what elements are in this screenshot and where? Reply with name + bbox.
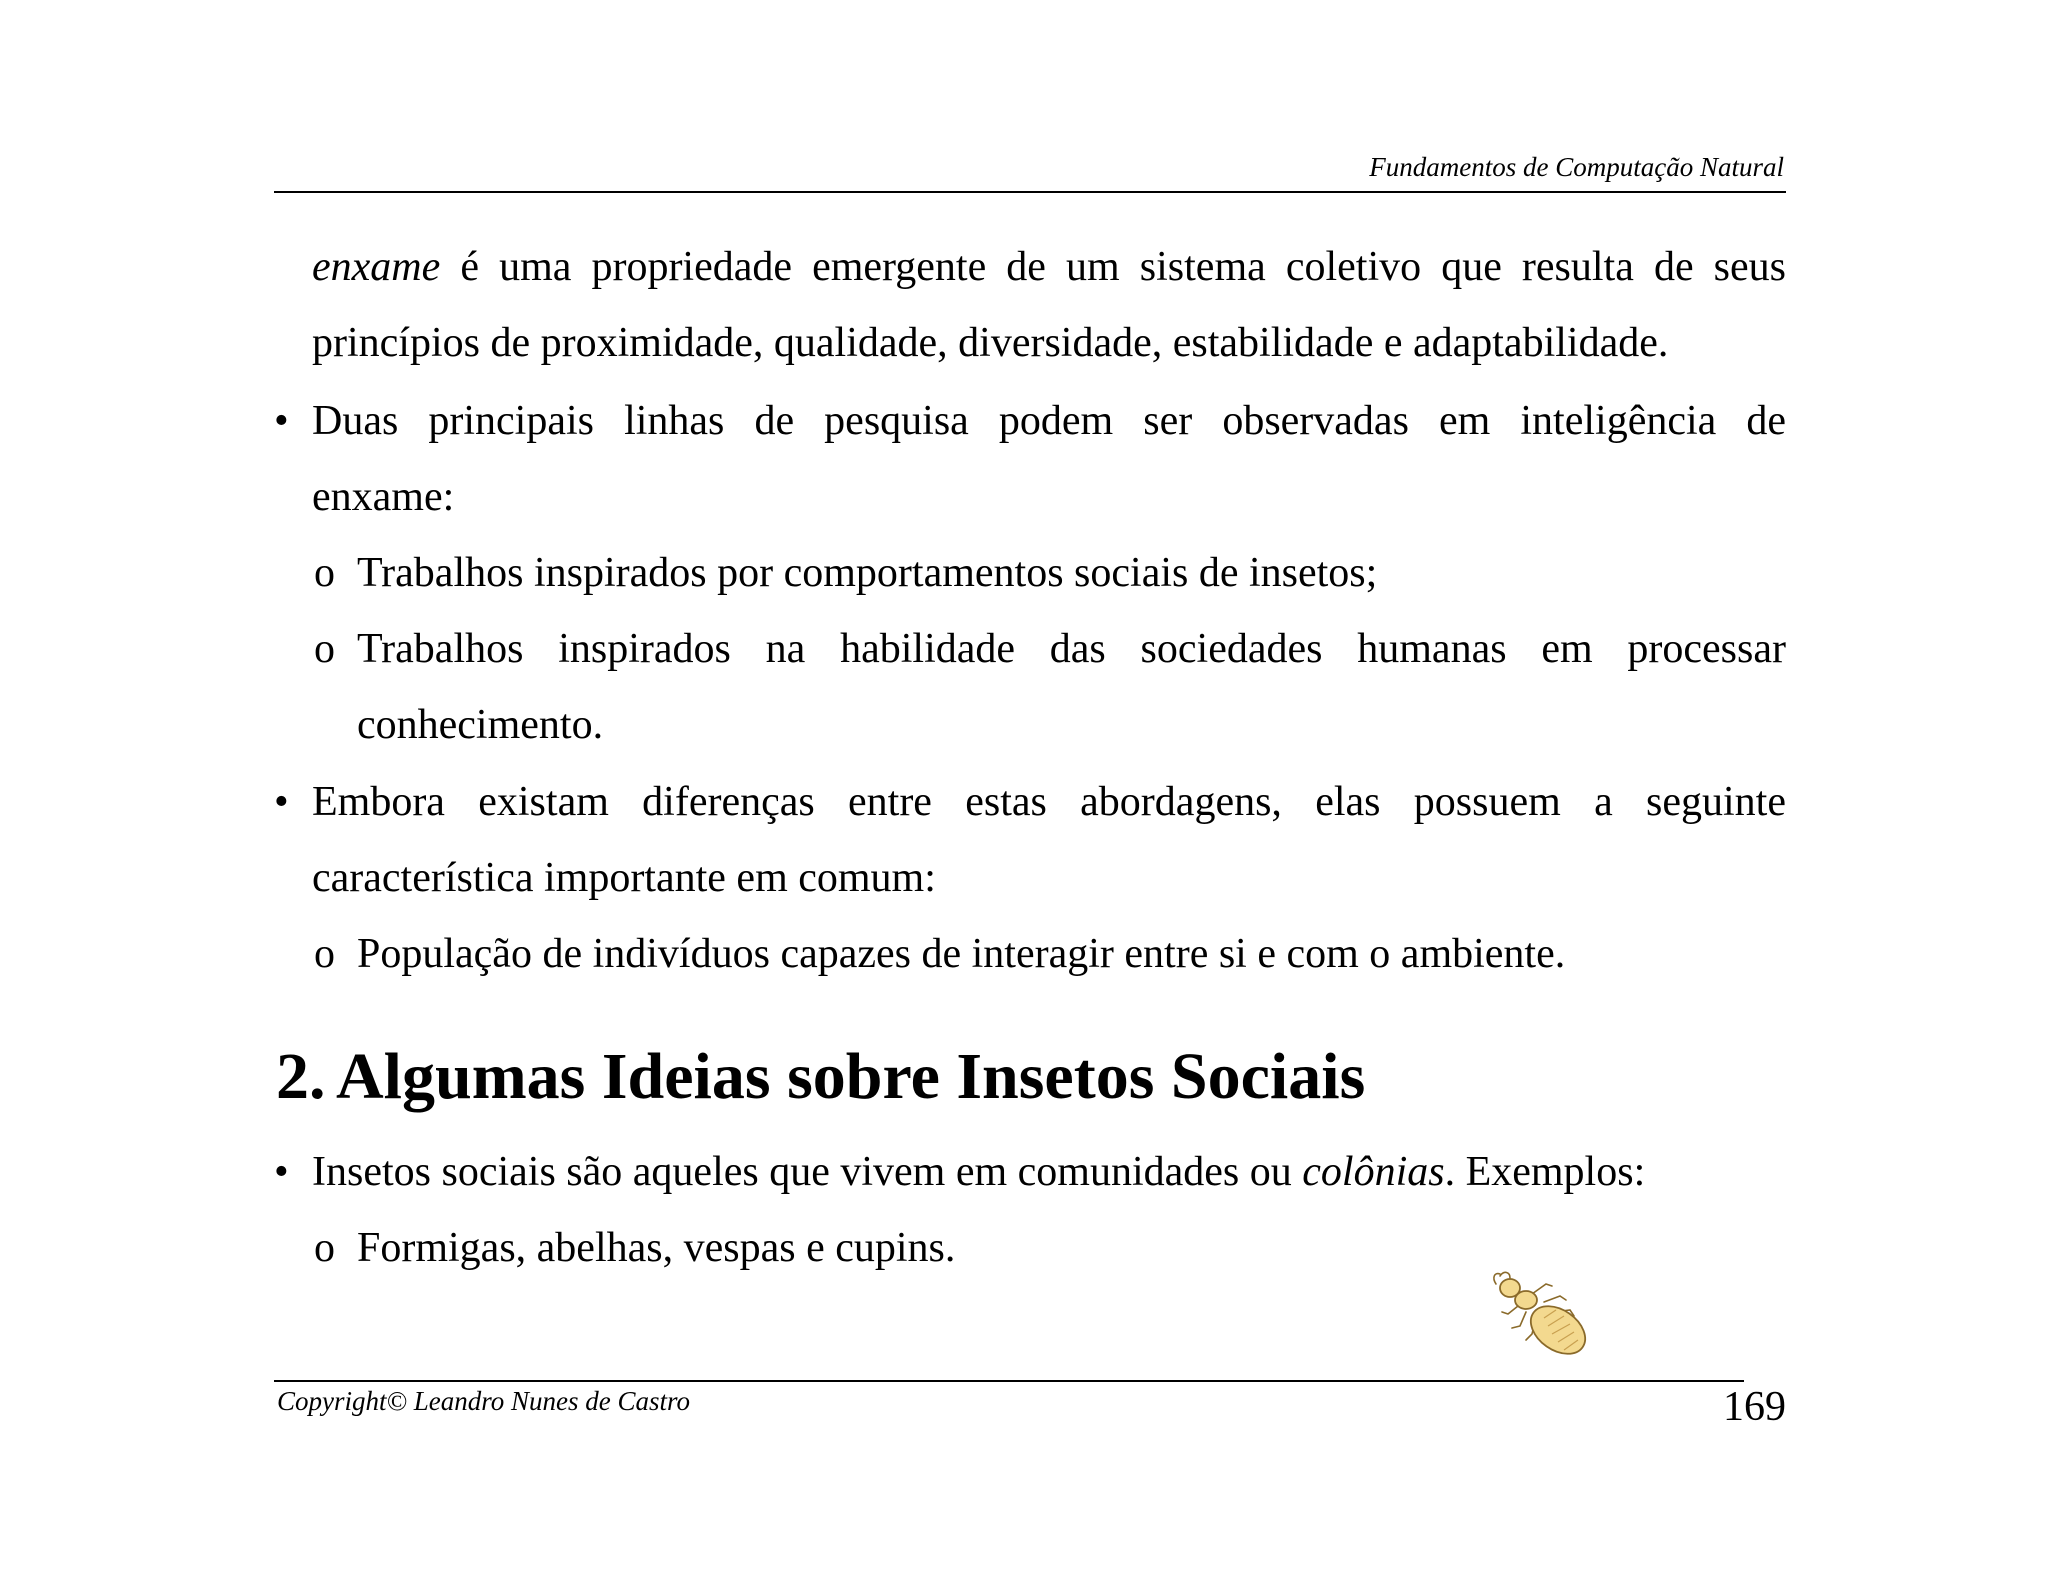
paragraph-line: princípios de proximidade, qualidade, diversidade, estabilidade e adaptabilidade. <box>312 320 1669 366</box>
paragraph-line <box>312 242 1786 292</box>
sub-bullet-icon: o <box>314 550 335 596</box>
sub-item-line: Trabalhos inspirados por comportamentos sociais de insetos; <box>357 550 1378 596</box>
emphasis-text: colônias <box>1302 1149 1445 1195</box>
bullet-item-line: Duas principais linhas de pesquisa podem ser observadas em inteligência de <box>312 398 1786 444</box>
bullet-text: . Exemplos: <box>1444 1149 1646 1195</box>
sub-bullet-icon: o <box>314 626 335 672</box>
sub-bullet-icon: o <box>314 1225 335 1271</box>
sub-item-line: Trabalhos inspirados na habilidade das sociedades humanas em processar <box>357 626 1786 672</box>
section-heading <box>276 1037 1365 1117</box>
sub-item-line: População de indivíduos capazes de interagir entre si e com o ambiente. <box>357 931 1566 977</box>
section-title-text: Algumas Ideias sobre Insetos Sociais <box>336 1040 1366 1113</box>
copyright-notice: Copyright© Leandro Nunes de Castro <box>277 1386 691 1416</box>
bullet-icon: • <box>274 779 289 825</box>
footer-rule <box>274 1380 1744 1382</box>
section-number: 2. <box>276 1040 326 1113</box>
header-rule <box>274 191 1786 193</box>
termite-icon <box>1488 1268 1608 1368</box>
running-header: Fundamentos de Computação Natural <box>1369 152 1784 182</box>
bullet-item-line: característica importante em comum: <box>312 855 936 901</box>
bullet-item-line <box>312 1147 1645 1197</box>
bullet-text: Insetos sociais são aqueles que vivem em comunidades ou <box>312 1149 1303 1195</box>
sub-bullet-icon: o <box>314 931 335 977</box>
bullet-item-line: enxame: <box>312 474 455 520</box>
bullet-icon: • <box>274 1149 289 1195</box>
sub-item-line: conhecimento. <box>357 702 604 748</box>
sub-item-line: Formigas, abelhas, vespas e cupins. <box>357 1225 956 1271</box>
bullet-icon: • <box>274 398 289 444</box>
page-number: 169 <box>1723 1384 1786 1430</box>
paragraph-text: é uma propriedade emergente de um sistema coletivo que resulta de seus <box>440 244 1786 290</box>
emphasis-text: enxame <box>312 244 441 290</box>
bullet-item-line: Embora existam diferenças entre estas abordagens, elas possuem a seguinte <box>312 779 1786 825</box>
